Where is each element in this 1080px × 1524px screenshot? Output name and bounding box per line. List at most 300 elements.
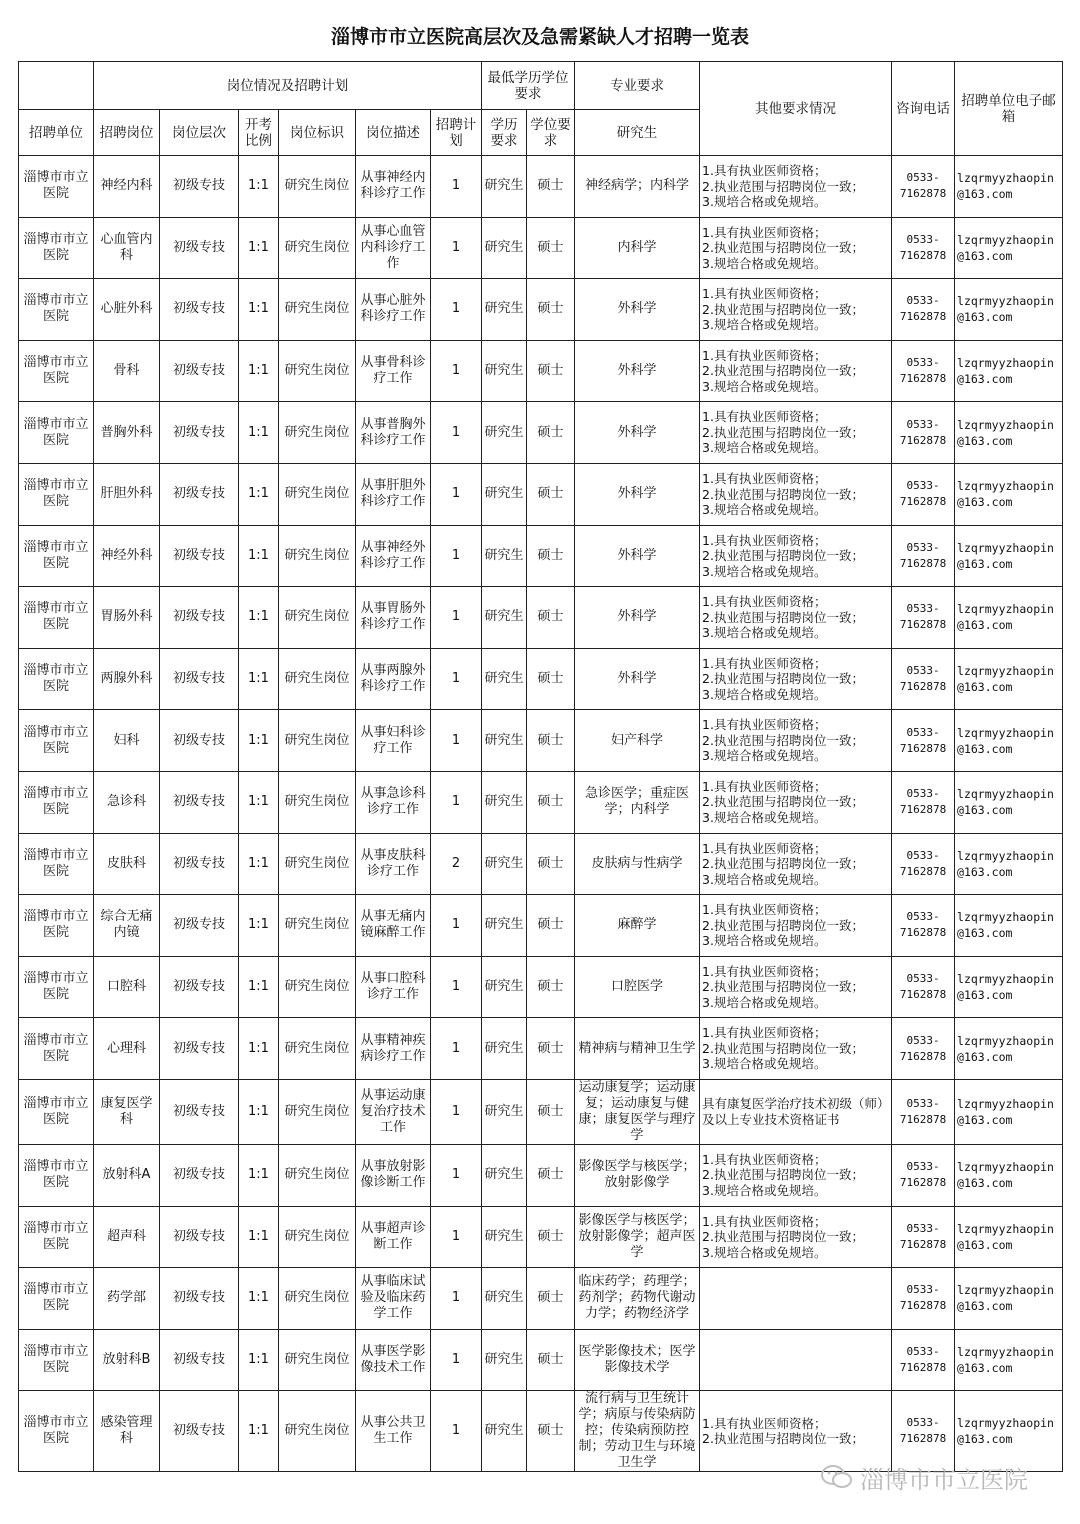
cell-email: lzqrmyyzhaopin@163.com	[955, 648, 1063, 710]
other-requirement-line: 3.规培合格或免规培。	[702, 440, 827, 456]
cell-post: 肝胆外科	[94, 463, 160, 525]
cell-degree: 硕士	[527, 1329, 575, 1391]
cell-plan: 1	[431, 1391, 482, 1472]
cell-phone: 0533-7162878	[892, 156, 955, 218]
cell-desc: 从事临床试验及临床药学工作	[356, 1268, 431, 1330]
cell-ratio: 1:1	[239, 340, 279, 402]
table-row	[19, 956, 1063, 1018]
header-edu: 学历要求	[482, 110, 527, 156]
cell-ratio: 1:1	[239, 463, 279, 525]
cell-edu: 研究生	[482, 1206, 527, 1268]
cell-ratio: 1:1	[239, 1144, 279, 1206]
cell-degree: 硕士	[527, 1144, 575, 1206]
table-row	[19, 1329, 1063, 1391]
cell-tag: 研究生岗位	[279, 156, 356, 218]
cell-edu: 研究生	[482, 710, 527, 772]
other-requirement-line: 1.具有执业医师资格；	[702, 1151, 827, 1167]
cell-ratio: 1:1	[239, 587, 279, 649]
other-requirement-line: 2.执业范围与招聘岗位一致；	[702, 301, 864, 317]
cell-other	[700, 1018, 892, 1080]
cell-unit: 淄博市市立医院	[19, 771, 94, 833]
cell-desc: 从事心脏外科诊疗工作	[356, 279, 431, 341]
cell-level: 初级专技	[160, 1144, 239, 1206]
cell-post: 口腔科	[94, 956, 160, 1018]
cell-email: lzqrmyyzhaopin@163.com	[955, 587, 1063, 649]
other-requirement-line: 2.执业范围与招聘岗位一致；	[702, 1431, 864, 1447]
cell-post: 妇科	[94, 710, 160, 772]
cell-plan: 1	[431, 340, 482, 402]
other-requirement-line: 1.具有执业医师资格；	[702, 840, 827, 856]
cell-major: 皮肤病与性病学	[575, 833, 700, 895]
cell-desc: 从事急诊科诊疗工作	[356, 771, 431, 833]
cell-other	[700, 340, 892, 402]
table-row	[19, 1206, 1063, 1268]
cell-degree: 硕士	[527, 710, 575, 772]
cell-email: lzqrmyyzhaopin@163.com	[955, 1206, 1063, 1268]
cell-edu: 研究生	[482, 771, 527, 833]
cell-desc: 从事神经内科诊疗工作	[356, 156, 431, 218]
wechat-icon	[820, 1464, 854, 1490]
cell-degree: 硕士	[527, 1079, 575, 1144]
other-requirement-line: 2.执业范围与招聘岗位一致；	[702, 794, 864, 810]
cell-unit: 淄博市市立医院	[19, 340, 94, 402]
cell-phone: 0533-7162878	[892, 402, 955, 464]
cell-degree: 硕士	[527, 648, 575, 710]
cell-major: 医学影像技术；医学影像技术学	[575, 1329, 700, 1391]
cell-desc: 从事医学影像技术工作	[356, 1329, 431, 1391]
cell-plan: 1	[431, 895, 482, 957]
cell-ratio: 1:1	[239, 1329, 279, 1391]
cell-phone: 0533-7162878	[892, 1144, 955, 1206]
cell-plan: 2	[431, 833, 482, 895]
cell-post: 心血管内科	[94, 217, 160, 279]
cell-other	[700, 1268, 892, 1330]
cell-desc: 从事口腔科诊疗工作	[356, 956, 431, 1018]
other-requirement-line: 2.执业范围与招聘岗位一致；	[702, 979, 864, 995]
cell-unit: 淄博市市立医院	[19, 463, 94, 525]
cell-other	[700, 710, 892, 772]
cell-post: 急诊科	[94, 771, 160, 833]
watermark-text: 淄博市市立医院	[860, 1465, 1028, 1494]
page-title: 淄博市市立医院高层次及急需紧缺人才招聘一览表	[330, 26, 749, 48]
cell-edu: 研究生	[482, 587, 527, 649]
other-requirement-line: 2.执业范围与招聘岗位一致；	[702, 732, 864, 748]
cell-major: 外科学	[575, 587, 700, 649]
cell-unit: 淄博市市立医院	[19, 217, 94, 279]
cell-plan: 1	[431, 1079, 482, 1144]
cell-level: 初级专技	[160, 833, 239, 895]
cell-post: 感染管理科	[94, 1391, 160, 1472]
table-row	[19, 1079, 1063, 1144]
header-edu-group: 最低学历学位要求	[482, 62, 575, 110]
cell-plan: 1	[431, 525, 482, 587]
cell-level: 初级专技	[160, 1329, 239, 1391]
cell-major: 外科学	[575, 463, 700, 525]
cell-unit: 淄博市市立医院	[19, 1079, 94, 1144]
cell-level: 初级专技	[160, 710, 239, 772]
cell-desc: 从事神经外科诊疗工作	[356, 525, 431, 587]
cell-plan: 1	[431, 1018, 482, 1080]
cell-desc: 从事肝胆外科诊疗工作	[356, 463, 431, 525]
other-requirement-line: 2.执业范围与招聘岗位一致；	[702, 917, 864, 933]
cell-unit: 淄博市市立医院	[19, 1268, 94, 1330]
cell-ratio: 1:1	[239, 156, 279, 218]
cell-degree: 硕士	[527, 217, 575, 279]
cell-unit: 淄博市市立医院	[19, 833, 94, 895]
other-requirement-line: 3.规培合格或免规培。	[702, 748, 827, 764]
cell-post: 两腺外科	[94, 648, 160, 710]
cell-desc: 从事骨科诊疗工作	[356, 340, 431, 402]
cell-level: 初级专技	[160, 525, 239, 587]
cell-plan: 1	[431, 1329, 482, 1391]
table-row	[19, 648, 1063, 710]
cell-unit: 淄博市市立医院	[19, 895, 94, 957]
cell-tag: 研究生岗位	[279, 1206, 356, 1268]
other-requirement-line: 1.具有执业医师资格；	[702, 1025, 827, 1041]
cell-tag: 研究生岗位	[279, 1329, 356, 1391]
cell-desc: 从事普胸外科诊疗工作	[356, 402, 431, 464]
other-requirement-line: 2.执业范围与招聘岗位一致；	[702, 486, 864, 502]
cell-major: 内科学	[575, 217, 700, 279]
table-row	[19, 710, 1063, 772]
cell-desc: 从事皮肤科诊疗工作	[356, 833, 431, 895]
cell-phone: 0533-7162878	[892, 1268, 955, 1330]
cell-desc: 从事妇科诊疗工作	[356, 710, 431, 772]
table-row	[19, 895, 1063, 957]
other-requirement-line: 1.具有执业医师资格；	[702, 1415, 827, 1431]
cell-desc: 从事公共卫生工作	[356, 1391, 431, 1472]
cell-phone: 0533-7162878	[892, 956, 955, 1018]
header-degree: 学位要求	[527, 110, 575, 156]
other-requirement-line: 2.执业范围与招聘岗位一致；	[702, 424, 864, 440]
cell-phone: 0533-7162878	[892, 1206, 955, 1268]
other-requirement-line: 2.执业范围与招聘岗位一致；	[702, 178, 864, 194]
cell-edu: 研究生	[482, 956, 527, 1018]
cell-major: 麻醉学	[575, 895, 700, 957]
cell-phone: 0533-7162878	[892, 525, 955, 587]
cell-post: 心理科	[94, 1018, 160, 1080]
cell-tag: 研究生岗位	[279, 771, 356, 833]
watermark	[820, 1460, 1060, 1494]
cell-major: 影像医学与核医学；放射影像学	[575, 1144, 700, 1206]
cell-ratio: 1:1	[239, 1268, 279, 1330]
cell-desc: 从事运动康复治疗技术工作	[356, 1079, 431, 1144]
cell-unit: 淄博市市立医院	[19, 956, 94, 1018]
cell-phone: 0533-7162878	[892, 895, 955, 957]
header-post-group: 岗位情况及招聘计划	[94, 62, 482, 110]
cell-phone: 0533-7162878	[892, 833, 955, 895]
cell-phone: 0533-7162878	[892, 217, 955, 279]
header-major: 研究生	[575, 110, 700, 156]
cell-edu: 研究生	[482, 1018, 527, 1080]
cell-edu: 研究生	[482, 340, 527, 402]
cell-phone: 0533-7162878	[892, 463, 955, 525]
cell-tag: 研究生岗位	[279, 1018, 356, 1080]
cell-tag: 研究生岗位	[279, 710, 356, 772]
cell-other	[700, 402, 892, 464]
other-requirement-line: 3.规培合格或免规培。	[702, 994, 827, 1010]
cell-unit: 淄博市市立医院	[19, 710, 94, 772]
cell-edu: 研究生	[482, 1268, 527, 1330]
cell-plan: 1	[431, 1268, 482, 1330]
recruitment-table	[18, 61, 1063, 1472]
cell-desc: 从事两腺外科诊疗工作	[356, 648, 431, 710]
header-unit: 招聘单位	[19, 110, 94, 156]
cell-plan: 1	[431, 402, 482, 464]
cell-major: 外科学	[575, 402, 700, 464]
other-requirement-line: 2.执业范围与招聘岗位一致；	[702, 1040, 864, 1056]
cell-plan: 1	[431, 1206, 482, 1268]
cell-edu: 研究生	[482, 463, 527, 525]
other-requirement-line: 1.具有执业医师资格；	[702, 778, 827, 794]
cell-email: lzqrmyyzhaopin@163.com	[955, 1329, 1063, 1391]
cell-ratio: 1:1	[239, 710, 279, 772]
cell-phone: 0533-7162878	[892, 771, 955, 833]
cell-level: 初级专技	[160, 1206, 239, 1268]
table-row	[19, 1144, 1063, 1206]
table-row	[19, 833, 1063, 895]
other-requirement-line: 3.规培合格或免规培。	[702, 809, 827, 825]
cell-phone: 0533-7162878	[892, 279, 955, 341]
cell-major: 临床药学；药理学；药剂学；药物代谢动力学；药物经济学	[575, 1268, 700, 1330]
cell-level: 初级专技	[160, 402, 239, 464]
cell-plan: 1	[431, 156, 482, 218]
cell-edu: 研究生	[482, 402, 527, 464]
cell-major: 急诊医学；重症医学；内科学	[575, 771, 700, 833]
cell-ratio: 1:1	[239, 402, 279, 464]
cell-post: 神经外科	[94, 525, 160, 587]
cell-degree: 硕士	[527, 156, 575, 218]
cell-plan: 1	[431, 956, 482, 1018]
cell-plan: 1	[431, 587, 482, 649]
cell-edu: 研究生	[482, 1329, 527, 1391]
cell-post: 神经内科	[94, 156, 160, 218]
cell-email: lzqrmyyzhaopin@163.com	[955, 1144, 1063, 1206]
cell-edu: 研究生	[482, 525, 527, 587]
cell-level: 初级专技	[160, 1268, 239, 1330]
cell-ratio: 1:1	[239, 771, 279, 833]
cell-unit: 淄博市市立医院	[19, 1329, 94, 1391]
other-requirement-line: 3.规培合格或免规培。	[702, 317, 827, 333]
cell-other	[700, 463, 892, 525]
cell-major: 外科学	[575, 279, 700, 341]
cell-ratio: 1:1	[239, 648, 279, 710]
cell-plan: 1	[431, 279, 482, 341]
cell-phone: 0533-7162878	[892, 340, 955, 402]
other-requirement-line: 1.具有执业医师资格；	[702, 286, 827, 302]
other-requirement-line: 2.执业范围与招聘岗位一致；	[702, 240, 864, 256]
cell-degree: 硕士	[527, 402, 575, 464]
other-requirement-line: 1.具有执业医师资格；	[702, 532, 827, 548]
other-requirement-line: 1.具有执业医师资格；	[702, 1213, 827, 1229]
cell-degree: 硕士	[527, 1206, 575, 1268]
other-requirement-line: 3.规培合格或免规培。	[702, 625, 827, 641]
cell-unit: 淄博市市立医院	[19, 156, 94, 218]
cell-degree: 硕士	[527, 833, 575, 895]
other-requirement-line: 2.执业范围与招聘岗位一致；	[702, 856, 864, 872]
cell-email: lzqrmyyzhaopin@163.com	[955, 895, 1063, 957]
cell-level: 初级专技	[160, 463, 239, 525]
cell-tag: 研究生岗位	[279, 1079, 356, 1144]
cell-tag: 研究生岗位	[279, 587, 356, 649]
cell-edu: 研究生	[482, 1144, 527, 1206]
other-requirement-line: 3.规培合格或免规培。	[702, 686, 827, 702]
cell-major: 妇产科学	[575, 710, 700, 772]
cell-edu: 研究生	[482, 217, 527, 279]
cell-post: 普胸外科	[94, 402, 160, 464]
table-row	[19, 771, 1063, 833]
cell-ratio: 1:1	[239, 956, 279, 1018]
header-major-group: 专业要求	[575, 62, 700, 110]
cell-major: 影像医学与核医学；放射影像学；超声医学	[575, 1206, 700, 1268]
cell-degree: 硕士	[527, 279, 575, 341]
cell-post: 胃肠外科	[94, 587, 160, 649]
cell-major: 神经病学；内科学	[575, 156, 700, 218]
cell-ratio: 1:1	[239, 1206, 279, 1268]
header-plan: 招聘计划	[431, 110, 482, 156]
cell-level: 初级专技	[160, 156, 239, 218]
cell-level: 初级专技	[160, 279, 239, 341]
cell-post: 心脏外科	[94, 279, 160, 341]
cell-phone: 0533-7162878	[892, 710, 955, 772]
cell-unit: 淄博市市立医院	[19, 1144, 94, 1206]
cell-other	[700, 587, 892, 649]
cell-phone: 0533-7162878	[892, 1079, 955, 1144]
cell-tag: 研究生岗位	[279, 1268, 356, 1330]
cell-plan: 1	[431, 463, 482, 525]
cell-other	[700, 1079, 892, 1144]
other-requirement-line: 1.具有执业医师资格；	[702, 594, 827, 610]
cell-ratio: 1:1	[239, 1079, 279, 1144]
header-other: 其他要求情况	[700, 62, 892, 156]
cell-level: 初级专技	[160, 1018, 239, 1080]
cell-tag: 研究生岗位	[279, 279, 356, 341]
other-requirement-line: 1.具有执业医师资格；	[702, 163, 827, 179]
cell-email: lzqrmyyzhaopin@163.com	[955, 463, 1063, 525]
cell-email: lzqrmyyzhaopin@163.com	[955, 156, 1063, 218]
cell-unit: 淄博市市立医院	[19, 1391, 94, 1472]
cell-other	[700, 156, 892, 218]
other-requirement-line: 1.具有执业医师资格；	[702, 409, 827, 425]
cell-other	[700, 895, 892, 957]
cell-major: 运动康复学；运动康复；运动康复与健康；康复医学与理疗学	[575, 1079, 700, 1144]
other-requirement-line: 2.执业范围与招聘岗位一致；	[702, 1167, 864, 1183]
other-requirement-line: 2.执业范围与招聘岗位一致；	[702, 609, 864, 625]
cell-unit: 淄博市市立医院	[19, 402, 94, 464]
cell-edu: 研究生	[482, 156, 527, 218]
cell-level: 初级专技	[160, 771, 239, 833]
other-requirement-line: 1.具有执业医师资格；	[702, 717, 827, 733]
cell-degree: 硕士	[527, 525, 575, 587]
cell-post: 骨科	[94, 340, 160, 402]
cell-edu: 研究生	[482, 895, 527, 957]
cell-ratio: 1:1	[239, 217, 279, 279]
header-email: 招聘单位电子邮箱	[955, 62, 1063, 156]
cell-degree: 硕士	[527, 1268, 575, 1330]
cell-email: lzqrmyyzhaopin@163.com	[955, 525, 1063, 587]
cell-post: 放射科A	[94, 1144, 160, 1206]
cell-other	[700, 1329, 892, 1391]
table-row	[19, 156, 1063, 218]
other-requirement-line: 1.具有执业医师资格；	[702, 655, 827, 671]
cell-degree: 硕士	[527, 1018, 575, 1080]
header-blank	[19, 62, 94, 110]
cell-desc: 从事无痛内镜麻醉工作	[356, 895, 431, 957]
table-row	[19, 217, 1063, 279]
header-phone: 咨询电话	[892, 62, 955, 156]
cell-email: lzqrmyyzhaopin@163.com	[955, 402, 1063, 464]
header-post: 招聘岗位	[94, 110, 160, 156]
other-requirement-line: 1.具有执业医师资格；	[702, 224, 827, 240]
cell-other	[700, 956, 892, 1018]
cell-degree: 硕士	[527, 1391, 575, 1472]
cell-tag: 研究生岗位	[279, 1391, 356, 1472]
cell-other	[700, 217, 892, 279]
cell-major: 外科学	[575, 525, 700, 587]
cell-desc: 从事精神疾病诊疗工作	[356, 1018, 431, 1080]
cell-ratio: 1:1	[239, 279, 279, 341]
cell-other	[700, 771, 892, 833]
cell-email: lzqrmyyzhaopin@163.com	[955, 1018, 1063, 1080]
cell-other	[700, 1206, 892, 1268]
other-requirement-line: 2.执业范围与招聘岗位一致；	[702, 1229, 864, 1245]
cell-post: 综合无痛内镜	[94, 895, 160, 957]
cell-level: 初级专技	[160, 895, 239, 957]
other-requirement-line: 3.规培合格或免规培。	[702, 1056, 827, 1072]
cell-edu: 研究生	[482, 279, 527, 341]
cell-plan: 1	[431, 1144, 482, 1206]
cell-degree: 硕士	[527, 956, 575, 1018]
cell-email: lzqrmyyzhaopin@163.com	[955, 340, 1063, 402]
header-tag: 岗位标识	[279, 110, 356, 156]
other-requirement-line: 3.规培合格或免规培。	[702, 1244, 827, 1260]
cell-edu: 研究生	[482, 648, 527, 710]
cell-level: 初级专技	[160, 956, 239, 1018]
cell-email: lzqrmyyzhaopin@163.com	[955, 771, 1063, 833]
cell-tag: 研究生岗位	[279, 1144, 356, 1206]
cell-tag: 研究生岗位	[279, 463, 356, 525]
other-requirement-line: 3.规培合格或免规培。	[702, 871, 827, 887]
cell-unit: 淄博市市立医院	[19, 1018, 94, 1080]
cell-plan: 1	[431, 771, 482, 833]
cell-post: 放射科B	[94, 1329, 160, 1391]
cell-plan: 1	[431, 648, 482, 710]
other-requirement-line: 具有康复医学治疗技术初级（师）及以上专业技术资格证书	[702, 1096, 884, 1127]
cell-other	[700, 525, 892, 587]
cell-plan: 1	[431, 217, 482, 279]
cell-email: lzqrmyyzhaopin@163.com	[955, 1079, 1063, 1144]
cell-level: 初级专技	[160, 648, 239, 710]
cell-phone: 0533-7162878	[892, 1018, 955, 1080]
other-requirement-line: 3.规培合格或免规培。	[702, 933, 827, 949]
other-requirement-line: 3.规培合格或免规培。	[702, 255, 827, 271]
cell-email: lzqrmyyzhaopin@163.com	[955, 1268, 1063, 1330]
cell-major: 精神病与精神卫生学	[575, 1018, 700, 1080]
cell-tag: 研究生岗位	[279, 956, 356, 1018]
cell-phone: 0533-7162878	[892, 648, 955, 710]
header-ratio: 开考比例	[239, 110, 279, 156]
cell-degree: 硕士	[527, 587, 575, 649]
cell-phone: 0533-7162878	[892, 1391, 955, 1472]
cell-desc: 从事超声诊断工作	[356, 1206, 431, 1268]
table-row	[19, 525, 1063, 587]
cell-ratio: 1:1	[239, 1018, 279, 1080]
cell-edu: 研究生	[482, 1079, 527, 1144]
cell-major: 外科学	[575, 340, 700, 402]
cell-phone: 0533-7162878	[892, 587, 955, 649]
other-requirement-line: 2.执业范围与招聘岗位一致；	[702, 548, 864, 564]
table-row	[19, 340, 1063, 402]
